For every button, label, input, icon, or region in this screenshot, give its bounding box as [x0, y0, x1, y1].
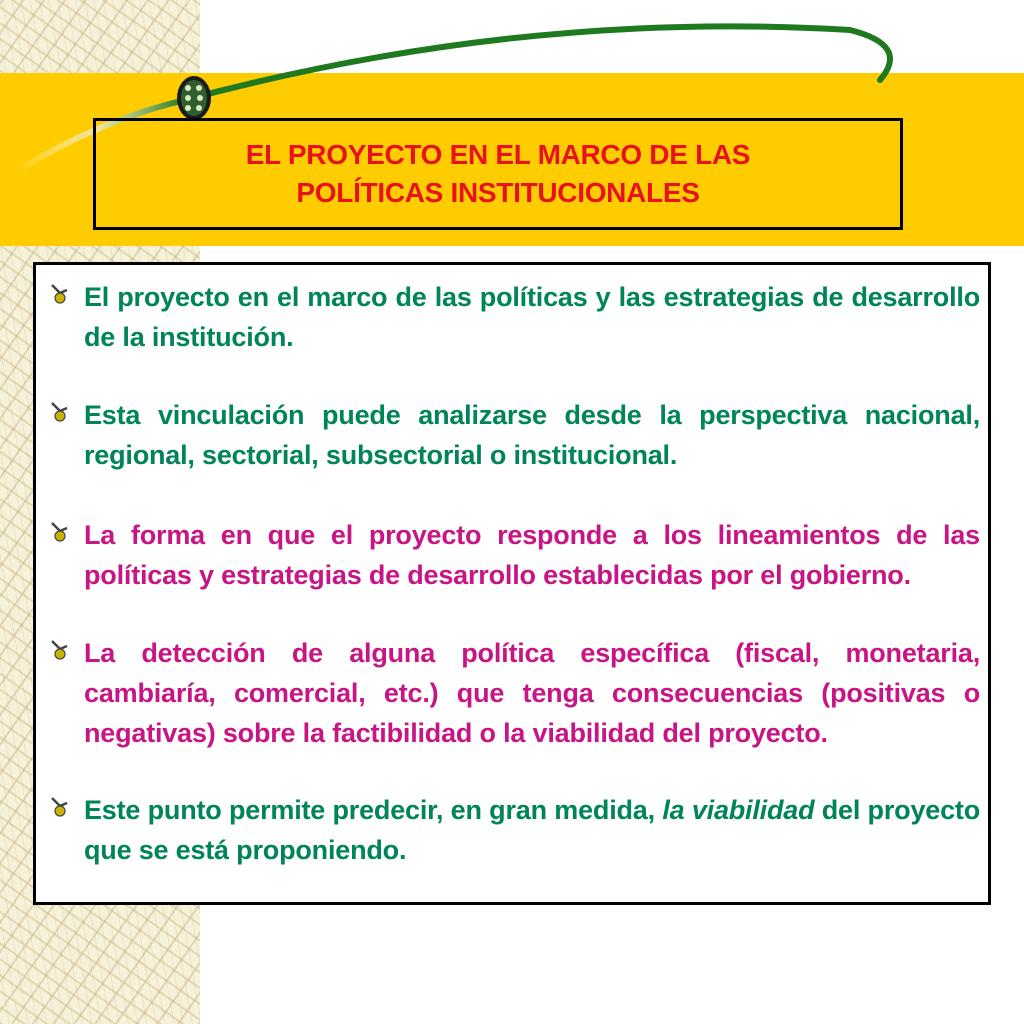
title-line-2: POLÍTICAS INSTITUCIONALES: [296, 177, 700, 208]
bullet-text-part: Este punto permite predecir, en gran medida,: [84, 795, 663, 825]
title-box: [93, 118, 903, 230]
bullet-text: La forma en que el proyecto responde a los lineamientos de las políticas y estrategias de desarrollo establecidas por el gobierno.: [84, 520, 980, 590]
bullet-text: El proyecto en el marco de las políticas y las estrategias de desarrollo de la institución.: [84, 282, 980, 352]
bullet-item: [50, 633, 980, 753]
title-line-1: EL PROYECTO EN EL MARCO DE LAS: [245, 139, 751, 170]
bullet-item: [50, 515, 980, 595]
arrow-bullet-icon: [50, 401, 70, 423]
bullet-text-italic: la viabilidad: [662, 795, 815, 825]
arrow-bullet-icon: [50, 521, 70, 543]
bullet-text: Esta vinculación puede analizarse desde la perspectiva nacional, regional, sectorial, subsectorial o institucional.: [84, 400, 980, 470]
bullet-item: [50, 277, 980, 357]
arrow-bullet-icon: [50, 796, 70, 818]
bullet-text-part: del proyecto que se está proponiendo.: [84, 795, 980, 865]
arrow-bullet-icon: [50, 283, 70, 305]
bullet-text: [84, 790, 980, 870]
content-box: [33, 262, 991, 905]
bullet-text: La detección de alguna política específica (fiscal, monetaria, cambiaría, comercial, etc.) que tenga consecuencias (positivas o negativas) sobre la factibilidad o la viabilidad del proyecto.: [84, 638, 980, 748]
bullet-item: [50, 790, 980, 870]
arrow-bullet-icon: [50, 639, 70, 661]
bullet-item: [50, 395, 980, 475]
